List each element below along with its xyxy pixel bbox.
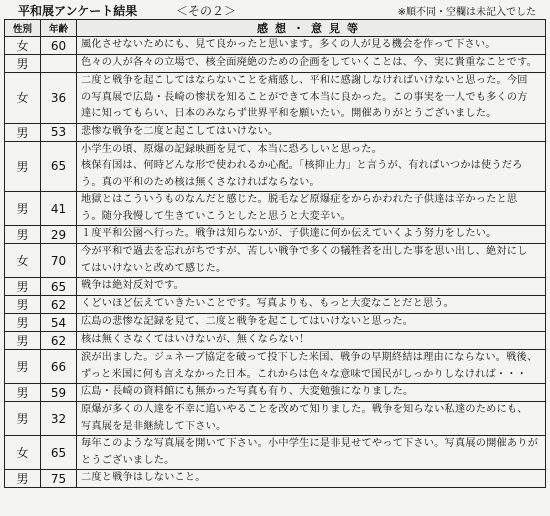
table-row: [5, 226, 546, 244]
comment-line: 今が平和で過去を忘れがちですが、苦しい戦争で多くの犠牲者を出した事を思い出し、絶対にし: [81, 246, 528, 257]
table-row: [5, 73, 546, 124]
comment-line: 地獄とはこういうものなんだと感じた。脱毛など原爆症をからかわれた子供達は辛かったと思: [81, 194, 518, 205]
cell-comment: [77, 192, 546, 226]
cell-age: 41: [41, 192, 77, 226]
cell-sex: 女: [5, 37, 41, 55]
comment-line: 小学生の頃、原爆の記録映画を見て、本当に恐ろしいと思った。: [81, 143, 383, 155]
comment-line: ずっと米国に何も言えなかった日本。これからは色々な意味で国民がしっかりしなければ・・・: [81, 368, 528, 380]
page-title: 平和展アンケート結果: [18, 4, 138, 18]
comment-line: う。随分我慢して生きていこうとしたと思うと大変辛い。: [81, 210, 352, 222]
table-row: [5, 278, 546, 296]
cell-age: 65: [41, 141, 77, 192]
comment-line: う。真の平和のため核は無くさなければならない。: [81, 176, 320, 188]
table-row: [5, 123, 546, 141]
comment-line: 写真展を是非継続して下さい。: [81, 420, 227, 432]
cell-age: 65: [41, 278, 77, 296]
comment-line: 原爆が多くの人達を不幸に追いやることを改めて知りました。戦争を知らない私達のためにも、: [81, 404, 528, 415]
cell-age: [41, 55, 77, 73]
cell-comment: [77, 278, 546, 296]
cell-sex: 男: [5, 123, 41, 141]
cell-comment: [77, 350, 546, 384]
table-row: [5, 402, 546, 436]
table-row: [5, 55, 546, 73]
table-row: [5, 296, 546, 314]
cell-comment: [77, 244, 546, 278]
cell-age: 32: [41, 402, 77, 436]
comment-line: 悲惨な戦争を二度と起こしてはいけない。: [81, 125, 279, 137]
comment-line: の写真展で広島・長崎の惨状を知ることができて本当に良かった。この事実を一人でも多くの方: [81, 91, 528, 103]
comment-line: くどいほど伝えていきたいことです。写真よりも、もっと大変なことだと思う。: [81, 298, 455, 310]
table-row: [5, 314, 546, 332]
cell-comment: [77, 226, 546, 244]
cell-sex: 女: [5, 436, 41, 470]
cell-sex: 男: [5, 402, 41, 436]
cell-age: 59: [41, 384, 77, 402]
table-row: [5, 470, 546, 488]
cell-age: 65: [41, 436, 77, 470]
table-row: [5, 141, 546, 192]
table-row: [5, 37, 546, 55]
cell-sex: 男: [5, 192, 41, 226]
cell-age: 29: [41, 226, 77, 244]
comment-line: 涙が出ました。ジュネーブ協定を破って投下した米国、戦争の早期終結は理由にならない。戦後、: [81, 352, 538, 363]
cell-comment: [77, 296, 546, 314]
comment-line: てはいけないと改めて感じた。: [81, 262, 227, 274]
cell-comment: [77, 384, 546, 402]
survey-table: [4, 19, 546, 488]
column-header-age: 年齢: [41, 20, 77, 37]
cell-sex: 男: [5, 332, 41, 350]
cell-age: 66: [41, 350, 77, 384]
table-row: [5, 436, 546, 470]
comment-line: 二度と戦争はしないこと。: [81, 472, 206, 484]
comment-line: １度平和公園へ行った。戦争は知らないが、子供達に何か伝えていくよう努力をしたい。: [81, 228, 497, 240]
comment-line: 二度と戦争を起こしてはならないことを痛感し、平和に感謝しなければいけないと思った。今回: [81, 75, 528, 86]
column-header-sex: 性別: [5, 20, 41, 37]
comment-line: 色々の人が各々の立場で、核全面廃絶のための企画をしていくことは、今、実に貴重なことです。: [81, 57, 538, 69]
comment-line: 達に知ってもらい、日本のみならず世界平和を願いたい。開催ありがとうございました。: [81, 108, 497, 119]
cell-sex: 男: [5, 384, 41, 402]
cell-age: 54: [41, 314, 77, 332]
comment-line: 核保有国は、何時どんな形で使われるか心配。「核抑止力」と言うが、有ればいつかは使うだろ: [81, 160, 523, 171]
page-header: [0, 0, 550, 20]
cell-age: 75: [41, 470, 77, 488]
cell-age: 60: [41, 37, 77, 55]
comment-line: 広島の悲惨な記録を見て、二度と戦争を起こしてはいけないと思った。: [81, 316, 414, 328]
cell-age: 70: [41, 244, 77, 278]
cell-sex: 男: [5, 350, 41, 384]
cell-sex: 女: [5, 73, 41, 124]
cell-comment: [77, 470, 546, 488]
comment-line: 戦争は絶対反対です。: [81, 280, 185, 292]
table-header-row: [5, 20, 546, 37]
table-row: [5, 192, 546, 226]
comment-line: 毎年このような写真展を開いて下さい。小中学生に是非見せてやって下さい。写真展の開催ありが: [81, 438, 539, 449]
cell-comment: [77, 141, 546, 192]
cell-age: 62: [41, 296, 77, 314]
cell-comment: [77, 402, 546, 436]
cell-sex: 男: [5, 314, 41, 332]
cell-sex: 男: [5, 55, 41, 73]
cell-sex: 男: [5, 296, 41, 314]
cell-comment: [77, 37, 546, 55]
cell-comment: [77, 332, 546, 350]
cell-sex: 男: [5, 141, 41, 192]
cell-age: 53: [41, 123, 77, 141]
cell-comment: [77, 314, 546, 332]
cell-sex: 女: [5, 244, 41, 278]
table-row: [5, 332, 546, 350]
table-row: [5, 244, 546, 278]
cell-sex: 男: [5, 278, 41, 296]
page-subtitle: ＜その２＞: [176, 4, 237, 18]
cell-comment: [77, 123, 546, 141]
comment-line: 核は無くさなくてはいけないが、無くならない！: [81, 334, 310, 346]
cell-sex: 男: [5, 226, 41, 244]
cell-sex: 男: [5, 470, 41, 488]
comment-line: 広島・長崎の資料館にも無かった写真も有り、大変勉強になりました。: [81, 386, 414, 398]
column-header-comment: 感想・意見等: [77, 20, 546, 37]
comment-line: とうございました。: [81, 454, 175, 466]
cell-comment: [77, 436, 546, 470]
cell-comment: [77, 55, 546, 73]
header-note: ※順不同・空欄は未記入でした: [397, 7, 536, 18]
table-row: [5, 350, 546, 384]
cell-age: 36: [41, 73, 77, 124]
cell-age: 62: [41, 332, 77, 350]
comment-line: 風化させないためにも、見て良かったと思います。多くの人が見る機会を作って下さい。: [81, 39, 496, 51]
cell-comment: [77, 73, 546, 124]
table-row: [5, 384, 546, 402]
